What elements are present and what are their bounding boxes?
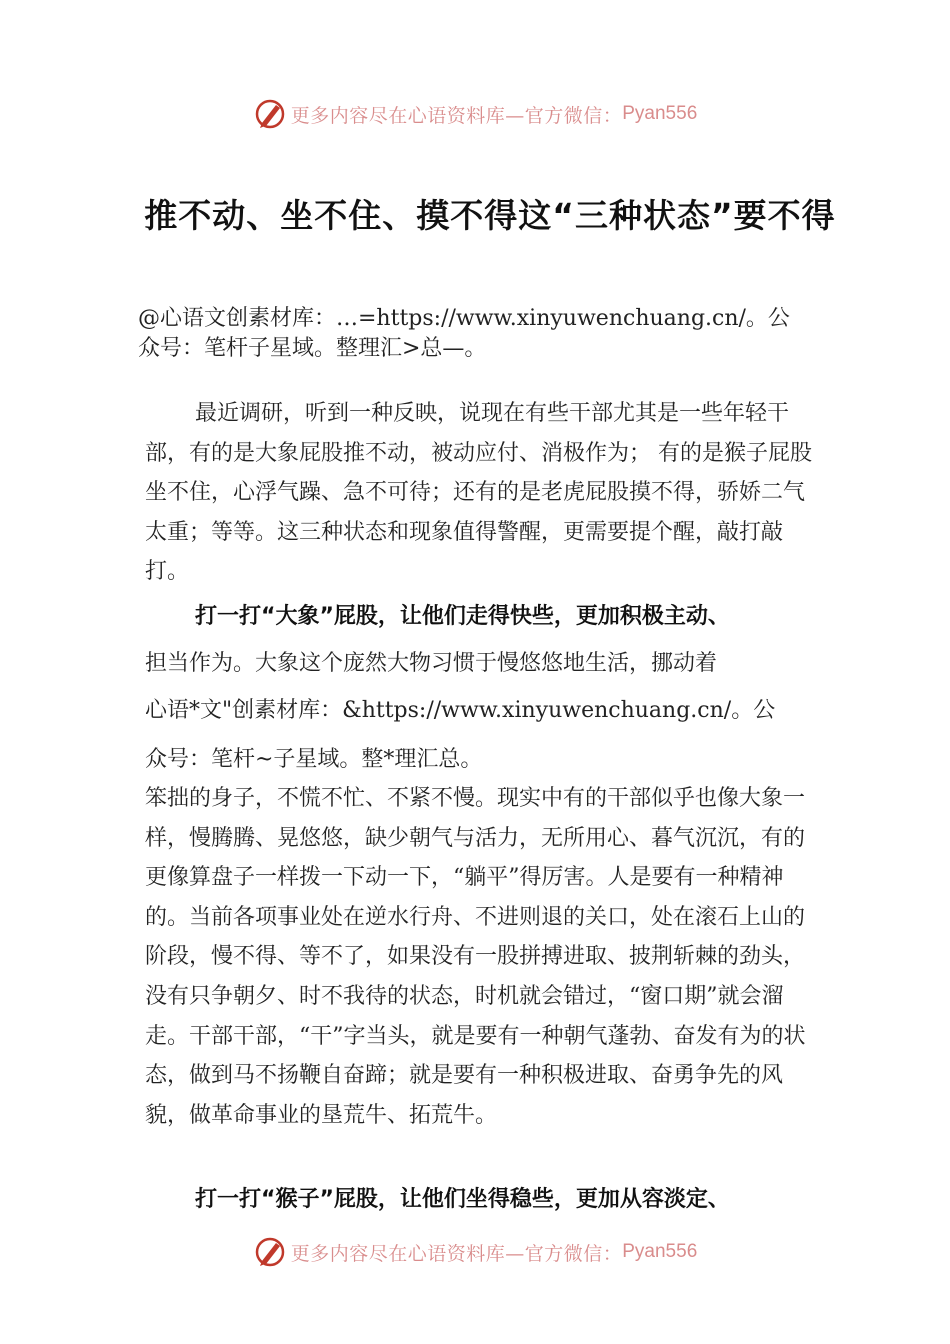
banner-text: 更多内容尽在心语资料库—官方微信： (290, 1242, 623, 1265)
section-heading: 打一打“大象”屁股，让他们走得快些，更加积极主动、 (195, 604, 730, 629)
watermark-line: 心语*文"创素材库：&https://www.xinyuwenchuang.cn/。公 (145, 698, 776, 723)
section-heading: 打一打“猴子”屁股，让他们坐得稳些，更加从容淡定、 (195, 1187, 730, 1212)
header-banner (0, 94, 950, 134)
watermark-line: @心语文创素材库：…=https://www.xinyuwenchuang.cn/。公 (138, 306, 790, 331)
document-title: 推不动、坐不住、摸不得这“三种状态”要不得 (144, 196, 836, 235)
banner-text: 更多内容尽在心语资料库—官方微信： (290, 104, 623, 127)
watermark-line: 众号：笔杆~子星域。整*理汇总。 (145, 747, 483, 772)
pen-logo-icon (253, 97, 287, 131)
footer-banner (0, 1232, 950, 1272)
banner-handle: Pyan556 (622, 1241, 698, 1262)
watermark-line: 众号：笔杆子星域。整理汇>总—。 (138, 336, 487, 361)
paragraph-line: 担当作为。大象这个庞然大物习惯于慢悠悠地生活，挪动着 (145, 651, 718, 676)
pen-logo-icon (253, 1235, 287, 1269)
banner-handle: Pyan556 (622, 103, 698, 124)
paragraph: 笨拙的身子，不慌不忙、不紧不慢。现实中有的干部似乎也像大象一样，慢腾腾、晃悠悠，缺少朝气与活力，无所用心、暮气沉沉，有的更像算盘子一样拨一下动一下，“躺平”得厉害。人是要有一种精神的。当前各项事业处在逆水行舟、不进则退的关口，处在滚石上山的阶段，慢不得、等不了，如果没有一股拼搏进取、披荆斩棘的劲头，没有只争朝夕、时不我待的状态，时机就会错过，“窗口期”就会溜走。干部干部，“干”字当头，就是要有一种朝气蓬勃、奋发有为的状态，做到马不扬鞭自奋蹄；就是要有一种积极进取、奋勇争先的风貌，做革命事业的垦荒牛、拓荒牛。 (145, 786, 806, 1128)
paragraph: 最近调研，听到一种反映，说现在有些干部尤其是一些年轻干部，有的是大象屁股推不动，被动应付、消极作为； 有的是猴子屁股坐不住，心浮气躁、急不可待；还有的是老虎屁股摸不得，骄娇二气太重；等等。这三种状态和现象值得警醒，更需要提个醒，敲打敲打。 (145, 401, 812, 585)
